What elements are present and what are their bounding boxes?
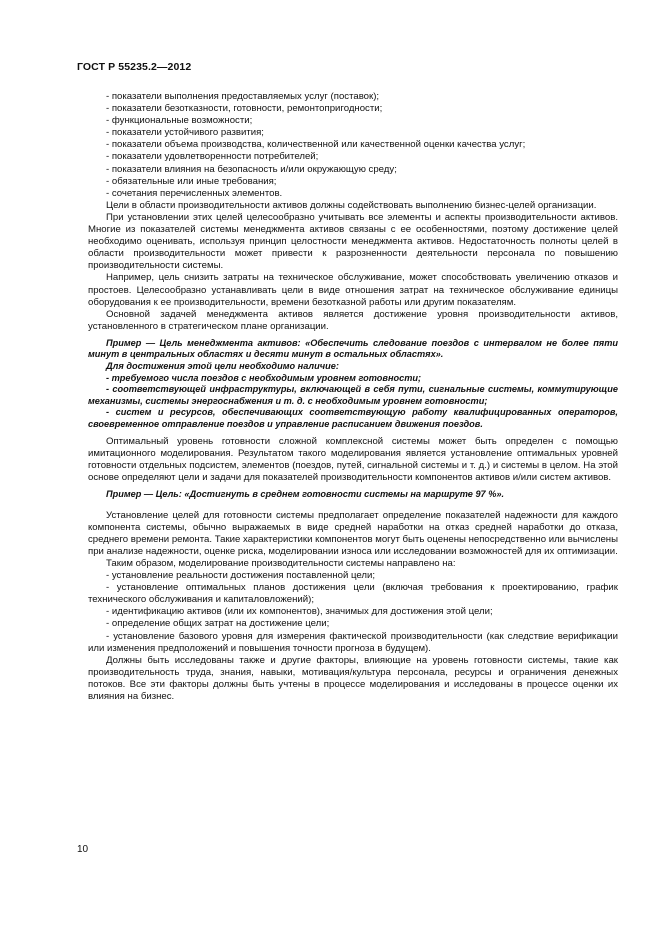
list-item: - установление оптимальных планов достижения цели (включая требования к проектированию, график технического обслуживания и капиталовложений); [88, 582, 618, 606]
list-item: - показатели безотказности, готовности, ремонтопригодности; [106, 103, 383, 115]
example-lead: Пример — Цель менеджмента активов: «Обеспечить следование поездов с интервалом не более пяти минут в центральных областях и десяти минут в остальных областях». [88, 337, 618, 360]
page-number: 10 [77, 844, 89, 855]
performance-indicators-list [88, 91, 618, 200]
paragraph: Цели в области производительности активов должны содействовать выполнению бизнес-целей организации. [106, 199, 597, 211]
paragraph: Например, цель снизить затраты на техническое обслуживание, может способствовать увеличению отказов и простоев. Целесообразно устанавливать цели в виде отношения затрат на техническое обслуживание единицы оборудования к ее производительности, времени безотказной работы или другим показателям. [88, 272, 618, 308]
example-subhead: Для достижения этой цели необходимо наличие: [106, 361, 339, 372]
example-item: - требуемого числа поездов с необходимым уровнем готовности; [106, 372, 422, 383]
list-item: - установление базового уровня для измерения фактической производительности (как следствие верификации или изменения предположений и повышения точности прогноза в будущем). [88, 630, 618, 654]
list-item: - показатели устойчивого развития; [106, 127, 264, 139]
list-item: - идентификацию активов (или их компонентов), значимых для достижения этой цели; [106, 606, 493, 618]
paragraph: Таким образом, моделирование производительности системы направлено на: [106, 557, 456, 569]
list-item: - показатели влияния на безопасность и/или окружающую среду; [106, 163, 397, 175]
list-item: - установление реальности достижения поставленной цели; [106, 570, 376, 582]
modeling-goals-list [88, 570, 618, 655]
paragraph: Основной задачей менеджмента активов является достижение уровня производительности активов, установленного в стратегическом плане организации. [88, 308, 618, 332]
paragraph: Должны быть исследованы также и другие факторы, влияющие на уровень готовности системы, такие как производительность труда, знания, навыки, мотивация/культура персонала, ресурсы и ограничения денежных потоков. Все эти факторы должны быть учтены в процессе моделирования и исследованы в процессе оценки их влияния на бизнес. [88, 654, 618, 702]
list-item: - сочетания перечисленных элементов. [106, 187, 283, 199]
example-block-1 [88, 338, 618, 431]
list-item: - показатели удовлетворенности потребителей; [106, 151, 319, 163]
list-item: - определение общих затрат на достижение цели; [106, 618, 330, 630]
list-item: - показатели объема производства, количественной или качественной оценки качества услуг; [106, 139, 526, 151]
list-item: - обязательные или иные требования; [106, 175, 277, 187]
example-block-2: Пример — Цель: «Достигнуть в среднем готовности системы на маршруте 97 %». [106, 489, 505, 499]
paragraph: Установление целей для готовности системы предполагает определение показателей надежности для каждого компонента системы, обычно выражаемых в виде средней наработки на отказ средней наработки до отказа, среднего времени ремонта. Такие характеристики компонентов могут быть оценены непосредственно или вычислены при анализе надежности, оценке риска, моделировании износа или исследовании возможностей для их оптимизации. [88, 509, 618, 557]
list-item: - показатели выполнения предоставляемых услуг (поставок); [106, 91, 380, 102]
document-header: ГОСТ Р 55235.2—2012 [77, 61, 192, 73]
paragraph: Оптимальный уровень готовности сложной комплексной системы может быть определен с помощью имитационного моделирования. Результатом такого моделирования является установление оптимальных уровней готовности отдельных подсистем, элементов (поездов, путей, сигнальной системы и т. д.) и системы в целом. На этой основе определяют цели и задачи для показателей производительности компонентов активов и/или систем активов. [88, 435, 618, 483]
example-item: - систем и ресурсов, обеспечивающих соответствующую работу квалифицированных операторов, своевременное отправление поездов и управление расписанием движения поездов. [88, 407, 618, 430]
paragraph: При установлении этих целей целесообразно учитывать все элементы и аспекты производительности активов. Многие из показателей системы менеджмента активов связаны с ее особенностями, поэтому достижение целей необходимо оценивать, используя принцип целостности менеджмента активов. Недостаточность полноты целей в области производительности может привести к разрозненности деятельности персонала по повышению производительности системы. [88, 211, 618, 272]
example-item: - соответствующей инфраструктуры, включающей в себя пути, сигнальные системы, коммутирующие механизмы, системы энергоснабжения и т. д. с необходимым уровнем готовности; [88, 384, 618, 406]
page-body [88, 91, 618, 703]
list-item: - функциональные возможности; [106, 115, 253, 127]
